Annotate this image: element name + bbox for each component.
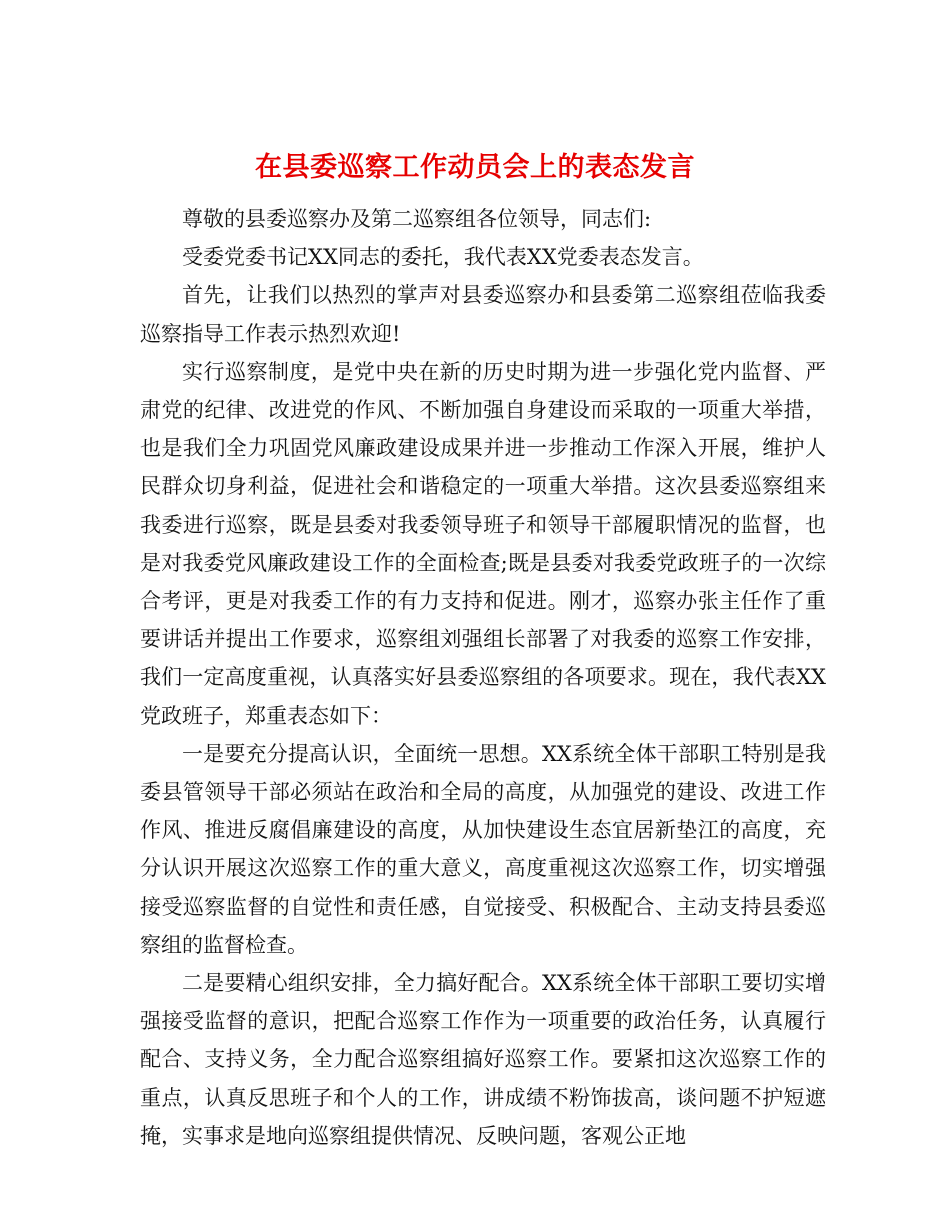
paragraph-point-two: 二是要精心组织安排，全力搞好配合。XX系统全体干部职工要切实增强接受监督的意识，把配合巡察工作作为一项重要的政治任务，认真履行配合、支持义务，全力配合巡察组搞好巡察工作。要紧扣这次巡察工作的重点，认真反思班子和个人的工作，讲成绩不粉饰拔高，谈问题不护短遮掩，实事求是地向巡察组提供情况、反映问题，客观公正地 [140,971,826,1148]
paragraph-welcome: 首先，让我们以热烈的掌声对县委巡察办和县委第二巡察组莅临我委巡察指导工作表示热烈欢迎! [140,283,826,346]
document-title: 在县委巡察工作动员会上的表态发言 [255,152,695,184]
paragraph-entrusted: 受委党委书记XX同志的委托，我代表XX党委表态发言。 [182,245,704,270]
paragraph-salutation: 尊敬的县委巡察办及第二巡察组各位领导，同志们: [182,207,652,231]
paragraph-point-one: 一是要充分提高认识，全面统一思想。XX系统全体干部职工特别是我委县管领导干部必须站在政治和全局的高度，从加强党的建设、改进工作作风、推进反腐倡廉建设的高度，从加快建设生态宜居新垫江的高度，充分认识开展这次巡察工作的重大意义，高度重视这次巡察工作，切实增强接受巡察监督的自觉性和责任感，自觉接受、积极配合、主动支持县委巡察组的监督检查。 [140,741,826,957]
paragraph-significance: 实行巡察制度，是党中央在新的历史时期为进一步强化党内监督、严肃党的纪律、改进党的作风、不断加强自身建设而采取的一项重大举措，也是我们全力巩固党风廉政建设成果并进一步推动工作深入开展，维护人民群众切身利益，促进社会和谐稳定的一项重大举措。这次县委巡察组来我委进行巡察，既是县委对我委领导班子和领导干部履职情况的监督，也是对我委党风廉政建设工作的全面检查;既是县委对我委党政班子的一次综合考评，更是对我委工作的有力支持和促进。刚才，巡察办张主任作了重要讲话并提出工作要求，巡察组刘强组长部署了对我委的巡察工作安排，我们一定高度重视，认真落实好县委巡察组的各项要求。现在，我代表XX党政班子，郑重表态如下： [140,359,826,728]
document-body [140,200,826,1155]
